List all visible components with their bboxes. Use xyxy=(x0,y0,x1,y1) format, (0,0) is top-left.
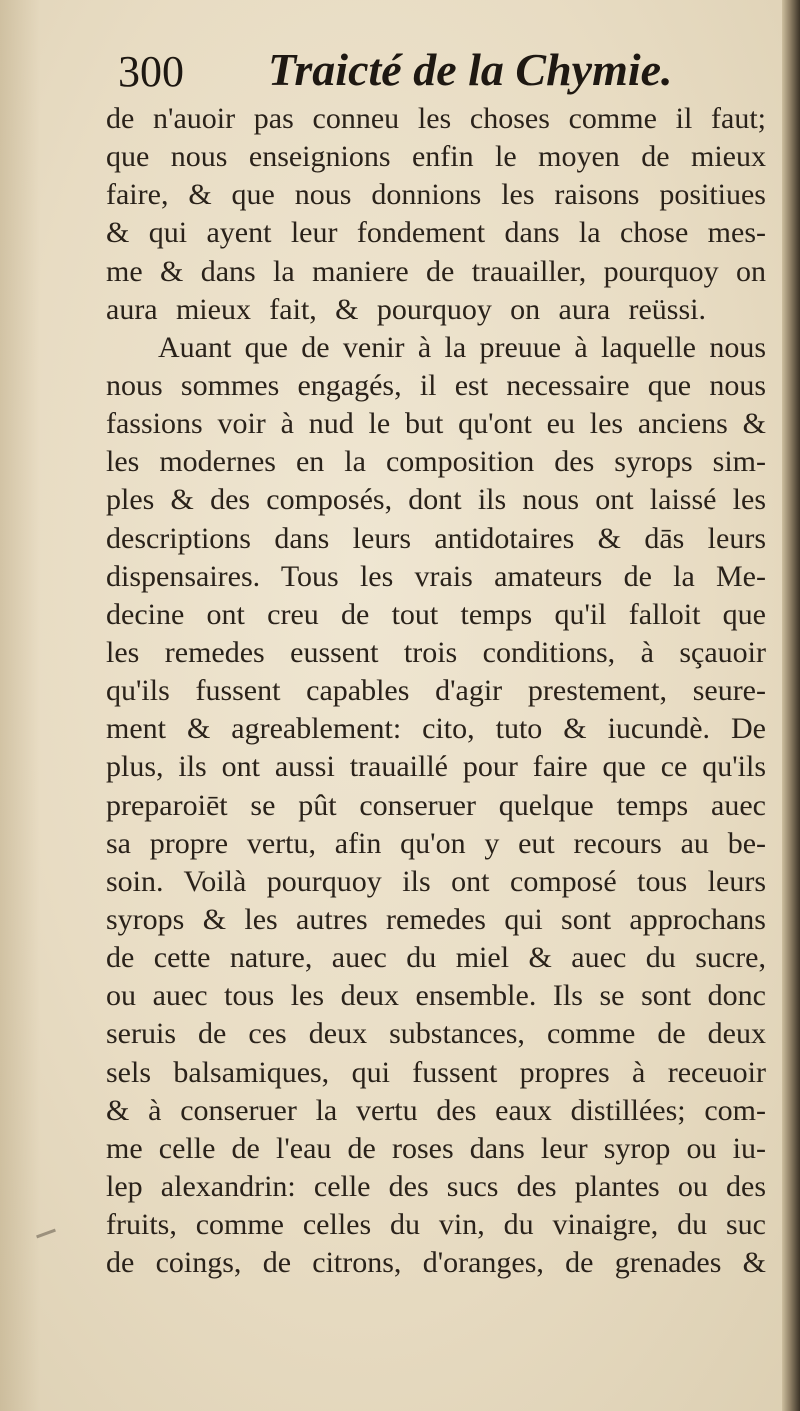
text-line: de coings, de citrons, d'oranges, de grenades & xyxy=(106,1246,766,1280)
text-line: ples & des composés, dont ils nous ont laissé les xyxy=(106,483,766,517)
body-text xyxy=(106,100,766,1282)
text-line: plus, ils ont aussi trauaillé pour faire que ce qu'ils xyxy=(106,750,766,784)
text-line: syrops & les autres remedes qui sont approchans xyxy=(106,902,766,936)
text-line: fruits, comme celles du vin, du vinaigre, du suc xyxy=(106,1208,766,1242)
text-line: soin. Voilà pourquoy ils ont composé tous leurs xyxy=(106,864,766,898)
running-title: Traicté de la Chymie. xyxy=(268,44,673,95)
text-line: sels balsamiques, qui fussent propres à receuoir xyxy=(106,1055,766,1089)
text-line: decine ont creu de tout temps qu'il falloit que xyxy=(106,597,766,631)
text-line: ment & agreablement: cito, tuto & iucundè. De xyxy=(106,712,766,746)
text-line: ou auec tous les deux ensemble. Ils se sont donc xyxy=(106,979,766,1013)
page-edge xyxy=(782,0,800,1411)
text-line: me celle de l'eau de roses dans leur syrop ou iu- xyxy=(106,1131,766,1165)
text-line: me & dans la maniere de trauailler, pourquoy on xyxy=(106,254,766,288)
text-line: & qui ayent leur fondement dans la chose mes- xyxy=(106,216,766,250)
text-line: descriptions dans leurs antidotaires & dās leurs xyxy=(106,521,766,555)
text-line: aura mieux fait, & pourquoy on aura reüssi. xyxy=(106,292,706,326)
text-line: nous sommes engagés, il est necessaire que nous xyxy=(106,368,766,402)
text-line: sa propre vertu, afin qu'on y eut recours au be- xyxy=(106,826,766,860)
text-line: seruis de ces deux substances, comme de deux xyxy=(106,1017,766,1051)
gutter-stain xyxy=(0,0,40,1411)
text-line: les modernes en la composition des syrops sim- xyxy=(106,445,766,479)
text-line: les remedes eussent trois conditions, à sçauoir xyxy=(106,635,766,669)
text-line: preparoiēt se pût conseruer quelque temps auec xyxy=(106,788,766,822)
page-number: 300 xyxy=(118,47,184,96)
text-line: de n'auoir pas conneu les choses comme il faut; xyxy=(106,102,766,135)
text-line: lep alexandrin: celle des sucs des plantes ou des xyxy=(106,1169,766,1203)
text-line: & à conseruer la vertu des eaux distillées; com- xyxy=(106,1093,766,1127)
text-line: de cette nature, auec du miel & auec du sucre, xyxy=(106,941,766,975)
text-line: qu'ils fussent capables d'agir prestement, seure- xyxy=(106,674,766,708)
text-line: faire, & que nous donnions les raisons positiues xyxy=(106,178,766,212)
paragraph-start-line: Auant que de venir à la preuue à laquelle nous xyxy=(158,330,766,364)
text-line: fassions voir à nud le but qu'ont eu les anciens & xyxy=(106,407,766,441)
text-line: que nous enseignions enfin le moyen de mieux xyxy=(106,140,766,174)
text-line: dispensaires. Tous les vrais amateurs de la Me- xyxy=(106,559,766,593)
